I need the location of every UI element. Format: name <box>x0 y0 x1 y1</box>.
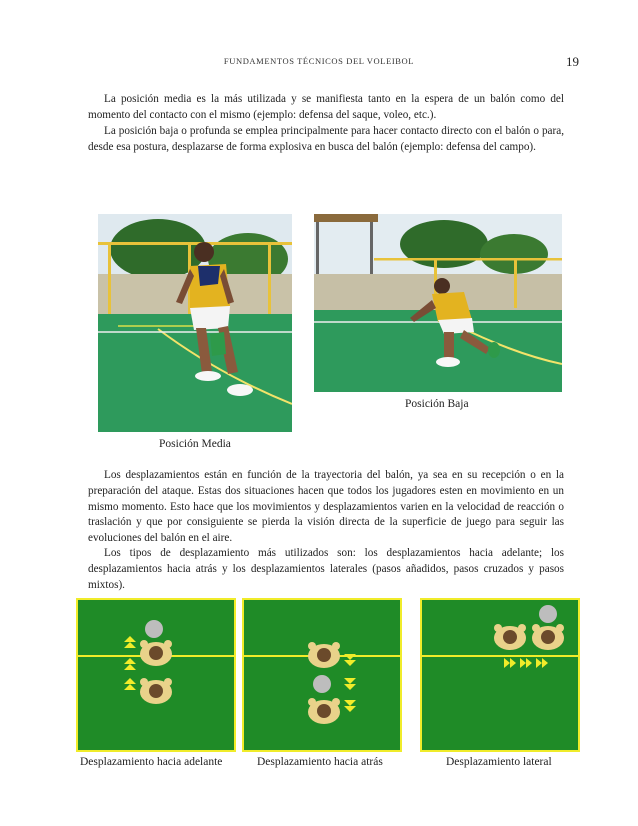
player-icon <box>532 624 564 650</box>
photo-posicion-media <box>98 214 292 432</box>
page-number: 19 <box>566 54 579 69</box>
diagram-desplazamiento-atras <box>242 598 402 752</box>
diagram-desplazamiento-lateral <box>420 598 580 752</box>
arrow-up-icon <box>124 636 136 690</box>
player-icon <box>308 642 340 668</box>
caption-desplazamiento-atras: Desplazamiento hacia atrás <box>257 756 383 768</box>
paragraph-desplazamientos: Los desplazamientos están en función de la trayectoria del balón, ya sea en su recepción o en la preparación del ataque. Estas dos situaciones hacen que todos los jugadores esten en movimiento en un mismo momento. Esto hace que los movimientos y desplazamientos varien en la velocidad de reacción o traslación y que por consiguiente se pierda la visión directa de la superficie de juego para seguir las evoluciones del balón en el aire. <box>88 469 564 545</box>
paragraph-posicion-media: La posición media es la más utilizada y se manifiesta tanto en la espera de un balón como del momento del contacto con el mismo (ejemplo: defensa del saque, voleo, etc.). <box>88 93 564 121</box>
player-icon <box>494 624 526 650</box>
player-icon <box>140 640 172 666</box>
photo-posicion-baja <box>314 214 562 392</box>
caption-desplazamiento-lateral: Desplazamiento lateral <box>446 756 552 768</box>
arrow-down-icon <box>344 654 356 712</box>
ball-icon <box>145 620 163 638</box>
running-header: FUNDAMENTOS TÉCNICOS DEL VOLEIBOL <box>223 56 415 66</box>
player-icon <box>308 698 340 724</box>
player-icon <box>140 678 172 704</box>
diagram-desplazamiento-adelante <box>76 598 236 752</box>
caption-posicion-baja: Posición Baja <box>405 398 469 410</box>
paragraph-tipos-desplazamiento: Los tipos de desplazamiento más utilizados son: los desplazamientos hacia adelante; los desplazamientos hacia atrás y los desplazamientos laterales (pasos añadidos, pasos cruzados y pasos mixtos). <box>88 547 564 591</box>
ball-icon <box>539 605 557 623</box>
caption-desplazamiento-adelante: Desplazamiento hacia adelante <box>80 756 223 768</box>
paragraph-posicion-baja: La posición baja o profunda se emplea principalmente para hacer contacto directo con el balón o para, desde esa postura, desplazarse de forma explosiva en busca del balón (ejemplo: defensa del campo). <box>88 125 564 153</box>
arrow-right-icon <box>504 658 548 668</box>
ball-icon <box>313 675 331 693</box>
caption-posicion-media: Posición Media <box>159 438 231 450</box>
